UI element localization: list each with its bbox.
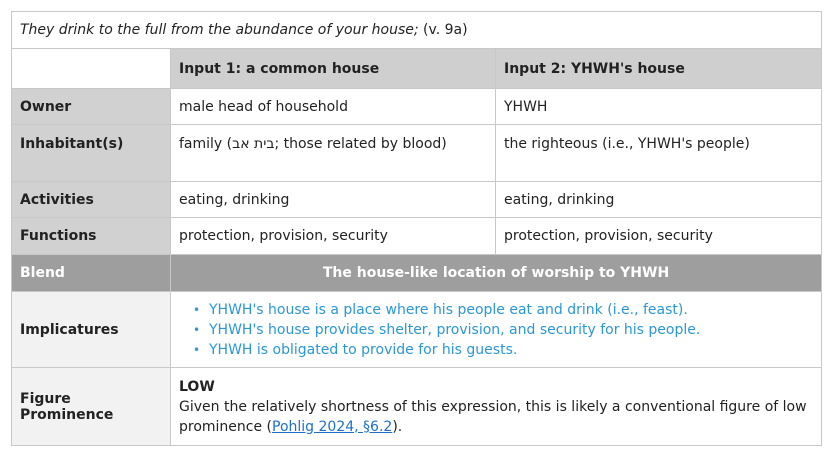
row-label-implicatures: Implicatures bbox=[12, 292, 171, 368]
hebrew-term: בית אב bbox=[232, 136, 275, 152]
row-inhabitants bbox=[12, 125, 822, 182]
bullet-icon: • bbox=[193, 302, 201, 317]
inhabitants-input-1 bbox=[171, 125, 496, 182]
prominence-level: LOW bbox=[179, 378, 215, 395]
inhabitants-input-1-post: ; those related by blood) bbox=[274, 136, 447, 152]
implicatures-list bbox=[179, 300, 813, 360]
inhabitants-input-2: the righteous (i.e., YHWH's people) bbox=[496, 125, 822, 182]
row-owner bbox=[12, 89, 822, 125]
owner-input-2: YHWH bbox=[496, 89, 822, 125]
row-label-owner: Owner bbox=[12, 89, 171, 125]
blend-value: The house-like location of worship to YHWH bbox=[171, 255, 822, 292]
pohlig-reference-link[interactable]: Pohlig 2024, §6.2 bbox=[272, 418, 393, 435]
row-label-figure-prominence: Figure Prominence bbox=[12, 368, 171, 446]
row-label-inhabitants: Inhabitant(s) bbox=[12, 125, 171, 182]
prominence-text-end: ). bbox=[392, 418, 403, 435]
implicature-item: • YHWH's house is a place where his people eat and drink (i.e., feast). bbox=[193, 301, 688, 318]
header-input-2: Input 2: YHWH's house bbox=[496, 49, 822, 89]
functions-input-1: protection, provision, security bbox=[171, 218, 496, 255]
implicatures-cell bbox=[171, 292, 822, 368]
row-implicatures bbox=[12, 292, 822, 368]
verse-reference: (v. 9a) bbox=[423, 22, 468, 38]
row-activities bbox=[12, 182, 822, 218]
functions-input-2: protection, provision, security bbox=[496, 218, 822, 255]
verse-quote: They drink to the full from the abundance of your house; bbox=[20, 22, 419, 38]
header-row bbox=[12, 49, 822, 89]
row-label-blend: Blend bbox=[12, 255, 171, 292]
inhabitants-input-1-pre: family ( bbox=[179, 136, 233, 152]
activities-input-1: eating, drinking bbox=[171, 182, 496, 218]
row-label-activities: Activities bbox=[12, 182, 171, 218]
prominence-text: Given the relatively shortness of this expression, this is likely a conventional figure of low prominence ( bbox=[179, 398, 807, 435]
blend-analysis-table bbox=[11, 11, 822, 446]
header-input-1: Input 1: a common house bbox=[171, 49, 496, 89]
implicature-item: • YHWH's house provides shelter, provision, and security for his people. bbox=[193, 321, 701, 338]
caption-row bbox=[12, 12, 822, 49]
row-figure-prominence bbox=[12, 368, 822, 446]
caption-cell bbox=[12, 12, 822, 49]
row-functions bbox=[12, 218, 822, 255]
activities-input-2: eating, drinking bbox=[496, 182, 822, 218]
bullet-icon: • bbox=[193, 322, 201, 337]
bullet-icon: • bbox=[193, 342, 201, 357]
row-label-functions: Functions bbox=[12, 218, 171, 255]
row-blend bbox=[12, 255, 822, 292]
implicature-item: • YHWH is obligated to provide for his guests. bbox=[193, 341, 518, 358]
header-empty bbox=[12, 49, 171, 89]
figure-prominence-cell bbox=[171, 368, 822, 446]
owner-input-1: male head of household bbox=[171, 89, 496, 125]
